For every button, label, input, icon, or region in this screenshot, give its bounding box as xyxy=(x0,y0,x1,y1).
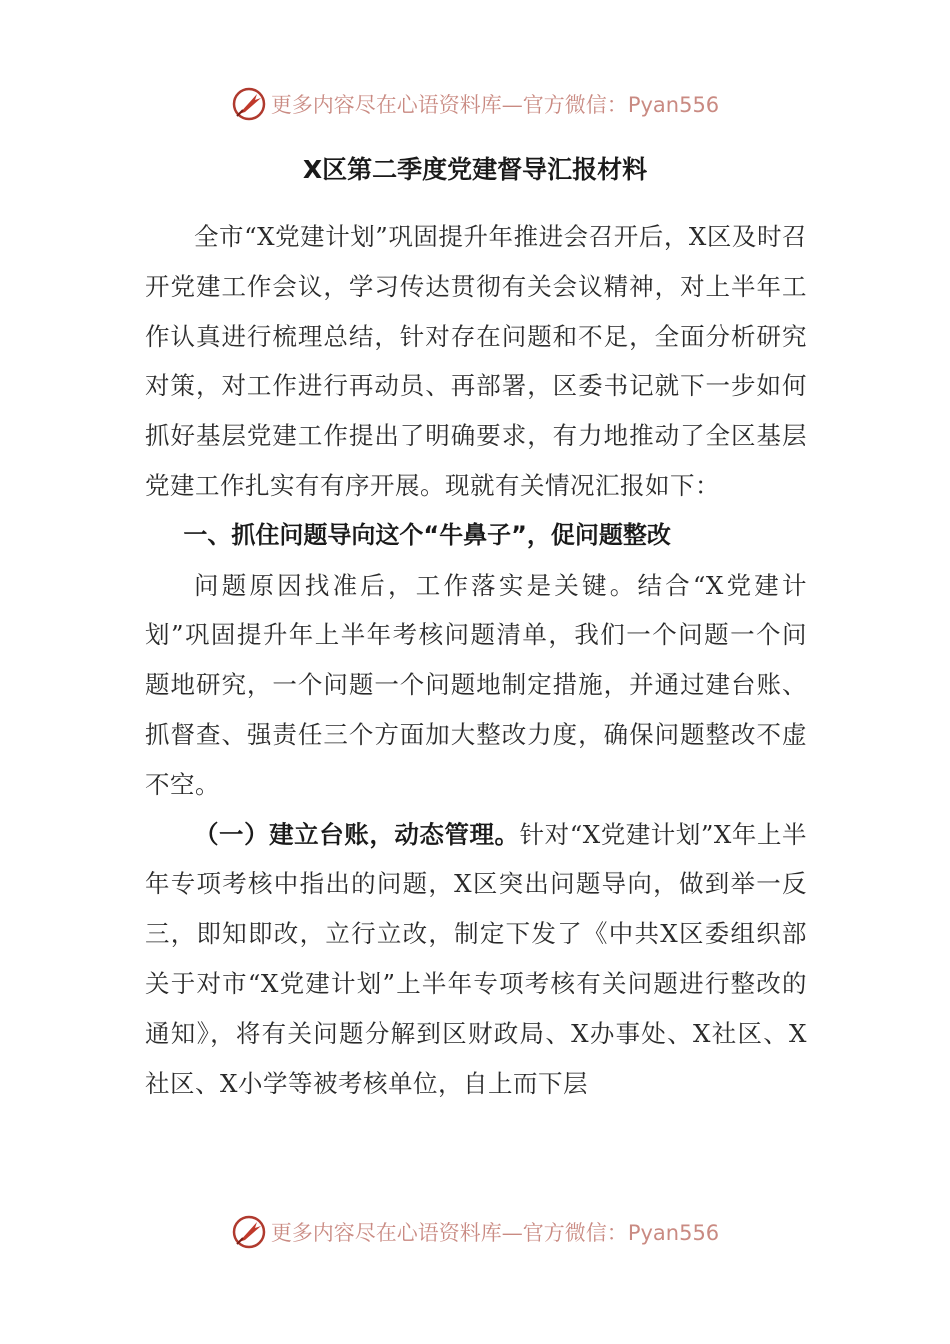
quill-logo-icon xyxy=(231,1214,267,1250)
subsection-1-lead: （一）建立台账，动态管理。 xyxy=(194,819,520,849)
subsection-1-paragraph xyxy=(145,810,807,1109)
subsection-1-body: 针对“X党建计划”X年上半年专项考核中指出的问题，X区突出问题导向，做到举一反三，即知即改，立行立改，制定下发了《中共X区委组织部关于对市“X党建计划”上半年专项考核有关问题进行整改的通知》，将有关问题分解到区财政局、X办事处、X社区、X社区、X小学等被考核单位，自上而下层 xyxy=(145,819,808,1098)
wechat-id: Pyan556 xyxy=(627,1221,720,1245)
section-1-paragraph: 问题原因找准后，工作落实是关键。结合“X党建计划”巩固提升年上半年考核问题清单，我们一个问题一个问题地研究，一个问题一个问题地制定措施，并通过建台账、抓督查、强责任三个方面加大整改力度，确保问题整改不虚不空。 xyxy=(145,570,807,799)
banner-text: 更多内容尽在心语资料库—官方微信：Pyan556 xyxy=(270,93,720,117)
wechat-id: Pyan556 xyxy=(627,93,720,117)
page-title: X区第二季度党建督导汇报材料 xyxy=(302,155,648,184)
quill-logo-icon xyxy=(231,86,267,122)
banner-text: 更多内容尽在心语资料库—官方微信：Pyan556 xyxy=(270,1221,720,1245)
footer-banner xyxy=(0,1212,950,1252)
section-heading-1: 一、抓住问题导向这个“牛鼻子”，促问题整改 xyxy=(183,520,671,549)
document-body xyxy=(145,212,807,1108)
intro-paragraph: 全市“X党建计划”巩固提升年推进会召开后，X区及时召开党建工作会议，学习传达贯彻有关会议精神，对上半年工作认真进行梳理总结，针对存在问题和不足，全面分析研究对策，对工作进行再动员、再部署，区委书记就下一步如何抓好基层党建工作提出了明确要求，有力地推动了全区基层党建工作扎实有有序开展。现就有关情况汇报如下： xyxy=(145,222,807,500)
header-banner xyxy=(0,84,950,124)
